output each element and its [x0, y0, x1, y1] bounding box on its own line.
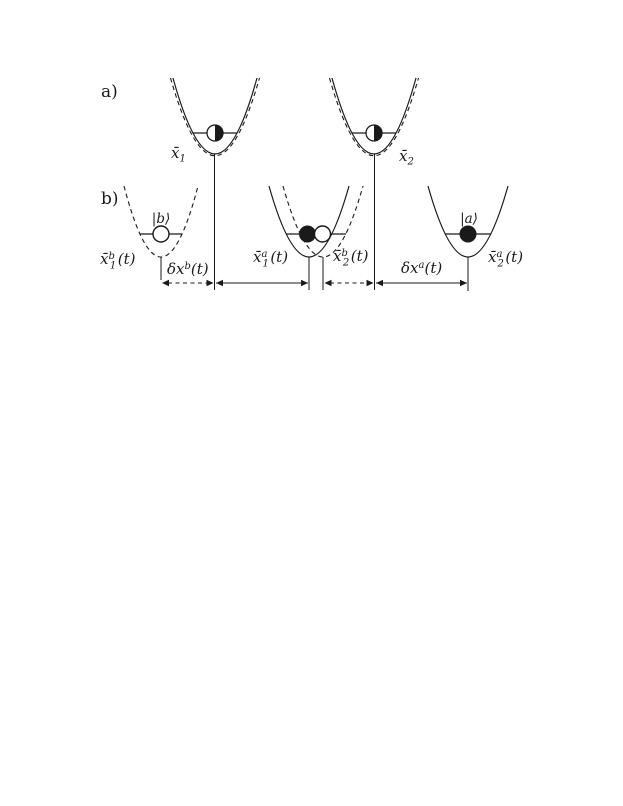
- x2b-base: x̄: [333, 247, 342, 265]
- dxa-label: [401, 259, 442, 277]
- dxb-base: δx: [167, 260, 185, 278]
- panel-a: [171, 78, 419, 290]
- dxb-rest: (t): [190, 260, 209, 278]
- dxa-sup: a: [418, 260, 425, 271]
- x1b-rest: (t): [117, 250, 136, 268]
- atom-a-filled-circle: [460, 226, 476, 242]
- well2-atom-half-fill: [374, 125, 382, 141]
- x1-sub: 1: [179, 153, 186, 165]
- ket-a-label: |a⟩: [460, 211, 478, 227]
- x1a-rest: (t): [270, 248, 289, 266]
- x1b-sub: 1: [109, 260, 117, 272]
- x2a-base: x̄: [488, 248, 497, 266]
- x2-base: x̄: [399, 147, 408, 165]
- atom-b-open-circle-middle: [315, 226, 331, 242]
- x1b-base: x̄: [100, 250, 109, 268]
- x1b-sup: b: [108, 251, 115, 262]
- x2a-sup: a: [496, 249, 503, 260]
- x1-mean-label: [171, 144, 186, 165]
- well2-parabola-solid: [332, 78, 416, 154]
- x2b-label: [333, 247, 369, 269]
- well2-parabola-dashed: [330, 78, 419, 156]
- x1a-label: [253, 248, 288, 270]
- arrow-x2b-left-head: [325, 280, 332, 286]
- x1a-sup: a: [261, 249, 268, 260]
- x2a-label: [488, 248, 523, 270]
- arrow-x1a-right-head: [301, 280, 308, 286]
- dxb-label: [167, 260, 209, 278]
- x2a-sub: 2: [497, 258, 504, 270]
- panel-a-label: a): [101, 82, 118, 102]
- arrow-dxa-left-head: [376, 280, 383, 286]
- x2-sub: 2: [407, 156, 414, 168]
- x2-mean-label: [399, 147, 414, 168]
- dxa-base: δx: [401, 259, 419, 277]
- x1-base: x̄: [171, 144, 180, 162]
- arrow-dxa-right-head: [460, 280, 467, 286]
- arrow-x1a-left-head: [216, 280, 223, 286]
- x2b-sup: b: [341, 248, 348, 259]
- x1a-base: x̄: [253, 248, 262, 266]
- x1b-label: [100, 250, 136, 272]
- atom-a-filled-circle-middle: [300, 226, 316, 242]
- dxb-sup: b: [184, 261, 191, 272]
- arrow-dxb-right-head: [207, 280, 214, 286]
- well1-parabola-dashed: [171, 78, 260, 156]
- x2b-sub: 2: [342, 257, 350, 269]
- well1-atom-half-fill: [215, 125, 223, 141]
- atom-b-open-circle: [153, 226, 169, 242]
- arrow-x2b-right-head: [367, 280, 374, 286]
- x1a-sub: 1: [262, 258, 269, 270]
- arrow-dxb-left-head: [162, 280, 169, 286]
- x2a-rest: (t): [505, 248, 524, 266]
- panel-b-label: b): [101, 189, 119, 209]
- dxa-rest: (t): [424, 259, 443, 277]
- x2b-rest: (t): [350, 247, 369, 265]
- well1-parabola-solid: [173, 78, 257, 154]
- ket-b-label: |b⟩: [151, 211, 171, 227]
